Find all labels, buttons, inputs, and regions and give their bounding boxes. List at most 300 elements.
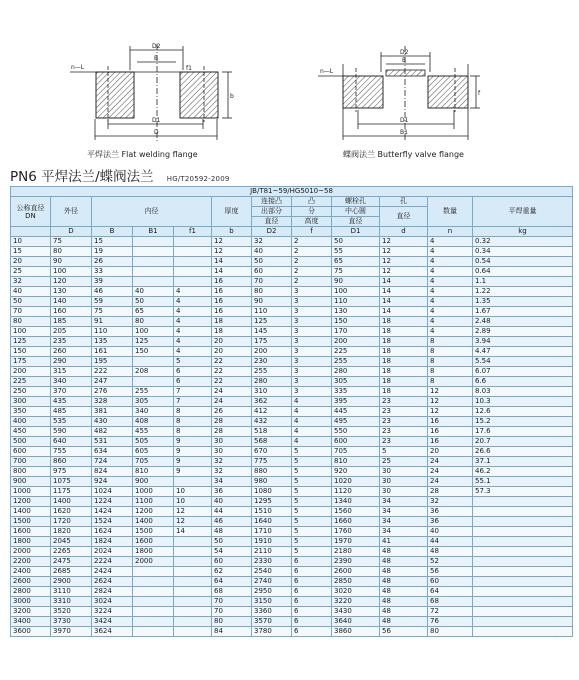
table-cell: 2950 xyxy=(252,587,292,597)
table-cell: 518 xyxy=(252,427,292,437)
table-cell: 4 xyxy=(428,327,473,337)
table-cell: 48 xyxy=(380,557,428,567)
table-cell: 705 xyxy=(133,457,174,467)
table-row xyxy=(11,497,573,507)
table-cell: 12 xyxy=(428,397,473,407)
table-cell: 2330 xyxy=(252,557,292,567)
table-row xyxy=(11,547,573,557)
table-cell: 1000 xyxy=(11,487,51,497)
table-cell: 670 xyxy=(252,447,292,457)
table-cell: 0.34 xyxy=(473,247,573,257)
label-b-thickness-left: b xyxy=(230,93,234,100)
table-cell: 1820 xyxy=(51,527,92,537)
table-cell: 1000 xyxy=(133,487,174,497)
table-cell: 2110 xyxy=(252,547,292,557)
table-cell: 4 xyxy=(292,407,332,417)
table-cell: 17.6 xyxy=(473,427,573,437)
table-cell: 23 xyxy=(380,407,428,417)
table-cell: 20.7 xyxy=(473,437,573,447)
table-cell: 3 xyxy=(292,307,332,317)
table-cell: 3600 xyxy=(11,627,51,637)
table-cell: 1660 xyxy=(332,517,380,527)
table-row xyxy=(11,357,573,367)
table-cell: 48 xyxy=(212,527,252,537)
label-f1-left: f1 xyxy=(186,65,192,72)
table-row xyxy=(11,617,573,627)
table-cell: 18 xyxy=(212,317,252,327)
table-cell: 3970 xyxy=(51,627,92,637)
table-cell: 50 xyxy=(332,237,380,247)
table-cell: 482 xyxy=(92,427,133,437)
table-cell: 48 xyxy=(380,567,428,577)
table-row xyxy=(11,287,573,297)
table-cell: 3624 xyxy=(92,627,133,637)
label-d2-right: D2 xyxy=(400,49,409,56)
table-cell: 46 xyxy=(212,517,252,527)
table-cell: 16 xyxy=(212,277,252,287)
table-cell: 24 xyxy=(428,457,473,467)
table-cell xyxy=(473,597,573,607)
table-cell: 50 xyxy=(252,257,292,267)
table-cell: 1100 xyxy=(133,497,174,507)
table-cell: 600 xyxy=(11,447,51,457)
table-cell: 4 xyxy=(428,257,473,267)
table-cell: 72 xyxy=(428,607,473,617)
table-cell: 2624 xyxy=(92,577,133,587)
table-cell: 150 xyxy=(133,347,174,357)
table-cell: 6 xyxy=(292,577,332,587)
header-thickness: 厚度 xyxy=(212,197,252,227)
table-cell: 28 xyxy=(428,487,473,497)
table-cell: 4 xyxy=(174,347,212,357)
table-cell: 24 xyxy=(212,397,252,407)
table-cell: 1.67 xyxy=(473,307,573,317)
table-cell: 145 xyxy=(252,327,292,337)
table-cell: 5 xyxy=(380,447,428,457)
table-cell: 340 xyxy=(51,377,92,387)
butterfly-valve-flange-caption: 蝶阀法兰 Butterfly valve flange xyxy=(343,150,464,159)
label-f-right: f xyxy=(478,90,481,97)
table-cell: 455 xyxy=(133,427,174,437)
table-cell: 1620 xyxy=(51,507,92,517)
table-cell: 20 xyxy=(11,257,51,267)
table-cell: 50 xyxy=(212,537,252,547)
table-cell: 4 xyxy=(174,337,212,347)
label-b-left: B xyxy=(154,55,159,62)
table-cell: 2824 xyxy=(92,587,133,597)
table-cell: 12 xyxy=(428,407,473,417)
table-cell: 125 xyxy=(133,337,174,347)
table-cell: 100 xyxy=(11,327,51,337)
table-cell: 1720 xyxy=(51,517,92,527)
header-hole-top: 孔 xyxy=(380,197,428,207)
table-cell: 640 xyxy=(51,437,92,447)
table-cell: 8 xyxy=(428,337,473,347)
table-cell xyxy=(473,587,573,597)
table-cell: 880 xyxy=(252,467,292,477)
table-cell: 48 xyxy=(380,587,428,597)
table-cell: 1910 xyxy=(252,537,292,547)
units-cell: D1 xyxy=(332,227,380,237)
table-cell: 70 xyxy=(11,307,51,317)
table-row xyxy=(11,587,573,597)
table-cell: 130 xyxy=(332,307,380,317)
header-bolt-top: 螺栓孔 xyxy=(332,197,380,207)
table-cell: 400 xyxy=(11,417,51,427)
table-cell: 222 xyxy=(92,367,133,377)
table-cell: 12 xyxy=(212,247,252,257)
table-cell: 3520 xyxy=(51,607,92,617)
table-cell: 2.48 xyxy=(473,317,573,327)
table-cell: 600 xyxy=(332,437,380,447)
table-cell: 315 xyxy=(51,367,92,377)
table-cell: 2685 xyxy=(51,567,92,577)
table-cell: 6 xyxy=(174,367,212,377)
table-cell: 70 xyxy=(252,277,292,287)
table-cell: 55 xyxy=(332,247,380,257)
table-cell: 20 xyxy=(428,447,473,457)
table-row xyxy=(11,507,573,517)
table-cell: 32 xyxy=(428,497,473,507)
table-row xyxy=(11,397,573,407)
table-cell: 110 xyxy=(92,327,133,337)
table-cell: 24 xyxy=(428,467,473,477)
table-cell: 225 xyxy=(11,377,51,387)
table-cell: 225 xyxy=(332,347,380,357)
table-cell: 4 xyxy=(292,437,332,447)
table-cell: 1400 xyxy=(133,517,174,527)
table-row xyxy=(11,327,573,337)
table-cell: 1424 xyxy=(92,507,133,517)
table-cell: 68 xyxy=(212,587,252,597)
table-cell: 16 xyxy=(212,297,252,307)
table-cell: 2900 xyxy=(51,577,92,587)
table-cell: 28 xyxy=(212,417,252,427)
table-cell xyxy=(133,627,174,637)
table-cell: 0.32 xyxy=(473,237,573,247)
units-row xyxy=(11,227,573,237)
table-cell: 125 xyxy=(11,337,51,347)
table-cell: 8 xyxy=(428,347,473,357)
table-cell: 5 xyxy=(292,527,332,537)
table-cell: 1640 xyxy=(252,517,292,527)
table-cell: 175 xyxy=(11,357,51,367)
table-cell: 34 xyxy=(380,507,428,517)
table-cell: 14 xyxy=(380,297,428,307)
table-cell: 18 xyxy=(380,317,428,327)
table-cell: 90 xyxy=(51,257,92,267)
table-cell: 381 xyxy=(92,407,133,417)
table-cell: 300 xyxy=(11,397,51,407)
table-cell: 18 xyxy=(380,327,428,337)
table-cell: 50 xyxy=(133,297,174,307)
table-cell: 52 xyxy=(428,557,473,567)
table-cell: 1020 xyxy=(332,477,380,487)
table-cell xyxy=(133,257,174,267)
table-cell xyxy=(473,617,573,627)
table-row xyxy=(11,237,573,247)
table-cell: 5 xyxy=(292,547,332,557)
table-cell: 3 xyxy=(292,387,332,397)
units-cell: f1 xyxy=(174,227,212,237)
table-cell: 3 xyxy=(292,357,332,367)
table-cell xyxy=(174,247,212,257)
table-cell: 16 xyxy=(428,437,473,447)
table-body xyxy=(11,237,573,637)
table-cell: 28 xyxy=(212,427,252,437)
table-cell: 12 xyxy=(174,507,212,517)
table-cell: 3 xyxy=(292,297,332,307)
table-cell xyxy=(174,547,212,557)
table-cell: 60 xyxy=(252,267,292,277)
table-cell xyxy=(473,507,573,517)
page-title: PN6 平焊法兰/蝶阀法兰 xyxy=(10,169,154,185)
table-cell: 260 xyxy=(51,347,92,357)
table-cell: 39 xyxy=(92,277,133,287)
header-hole-mid: 直径 xyxy=(380,207,428,227)
table-row xyxy=(11,457,573,467)
table-cell: 36 xyxy=(428,517,473,527)
table-cell: 800 xyxy=(11,467,51,477)
table-cell: 59 xyxy=(92,297,133,307)
table-cell xyxy=(473,567,573,577)
table-row xyxy=(11,627,573,637)
table-row xyxy=(11,557,573,567)
table-cell: 590 xyxy=(51,427,92,437)
table-cell: 91 xyxy=(92,317,133,327)
table-cell: 8 xyxy=(428,377,473,387)
table-cell: 3 xyxy=(292,367,332,377)
table-cell: 7 xyxy=(174,397,212,407)
table-cell xyxy=(133,237,174,247)
table-cell: 34 xyxy=(380,527,428,537)
table-cell: 4 xyxy=(174,327,212,337)
table-cell: 3024 xyxy=(92,597,133,607)
table-cell: 15 xyxy=(92,237,133,247)
table-cell: 3424 xyxy=(92,617,133,627)
table-cell: 1600 xyxy=(133,537,174,547)
table-cell: 1.1 xyxy=(473,277,573,287)
table-cell: 19 xyxy=(92,247,133,257)
table-cell: 6.6 xyxy=(473,377,573,387)
table-cell: 1500 xyxy=(11,517,51,527)
table-row xyxy=(11,277,573,287)
table-cell: 1800 xyxy=(11,537,51,547)
table-cell: 568 xyxy=(252,437,292,447)
table-cell: 10 xyxy=(11,237,51,247)
table-cell: 5 xyxy=(174,357,212,367)
table-cell: 80 xyxy=(428,627,473,637)
table-cell: 3 xyxy=(292,317,332,327)
table-cell: 1970 xyxy=(332,537,380,547)
table-cell: 48 xyxy=(380,547,428,557)
table-cell: 30 xyxy=(212,437,252,447)
table-cell: 4 xyxy=(428,267,473,277)
table-cell: 2850 xyxy=(332,577,380,587)
table-cell: 36 xyxy=(212,487,252,497)
table-cell: 505 xyxy=(133,437,174,447)
table-cell: 15.2 xyxy=(473,417,573,427)
table-cell: 48 xyxy=(380,607,428,617)
table-cell: 255 xyxy=(332,357,380,367)
table-cell: 860 xyxy=(51,457,92,467)
table-cell: 44 xyxy=(212,507,252,517)
table-cell: 2224 xyxy=(92,557,133,567)
table-cell: 64 xyxy=(212,577,252,587)
table-cell: 3 xyxy=(292,327,332,337)
units-cell: D2 xyxy=(252,227,292,237)
table-cell: 255 xyxy=(252,367,292,377)
table-cell: 810 xyxy=(133,467,174,477)
table-cell: 1524 xyxy=(92,517,133,527)
table-cell: 170 xyxy=(332,327,380,337)
table-cell: 3150 xyxy=(252,597,292,607)
header-boss-bot: 直径 xyxy=(252,217,292,227)
units-cell: f xyxy=(292,227,332,237)
header-dn: 公称直径 DN xyxy=(11,197,51,227)
table-row xyxy=(11,537,573,547)
table-row xyxy=(11,477,573,487)
label-d-left: D xyxy=(154,129,159,136)
table-cell: 1295 xyxy=(252,497,292,507)
table-cell xyxy=(133,277,174,287)
table-cell: 70 xyxy=(212,607,252,617)
table-cell xyxy=(133,247,174,257)
header-outer-diameter: 外径 xyxy=(51,197,92,227)
table-cell: 1560 xyxy=(332,507,380,517)
table-cell: 16 xyxy=(212,307,252,317)
label-n-l: n—L xyxy=(71,64,85,71)
table-cell: 4 xyxy=(428,277,473,287)
table-cell: 20 xyxy=(212,347,252,357)
table-cell: 8 xyxy=(174,417,212,427)
label-n-l-right: n—L xyxy=(320,68,334,75)
table-row xyxy=(11,437,573,447)
table-cell: 810 xyxy=(332,457,380,467)
table-cell: 2600 xyxy=(11,577,51,587)
table-cell: 3400 xyxy=(11,617,51,627)
table-cell: 3110 xyxy=(51,587,92,597)
table-cell: 2265 xyxy=(51,547,92,557)
table-cell: 4 xyxy=(292,397,332,407)
table-cell: 2390 xyxy=(332,557,380,567)
table-cell: 18 xyxy=(380,337,428,347)
table-row xyxy=(11,367,573,377)
flange-diagrams xyxy=(0,0,579,162)
table-cell: 3 xyxy=(292,377,332,387)
table-cell: 6 xyxy=(292,617,332,627)
table-cell xyxy=(133,607,174,617)
table-cell: 36 xyxy=(428,507,473,517)
table-row xyxy=(11,567,573,577)
table-cell: 56 xyxy=(428,567,473,577)
table-cell: 634 xyxy=(92,447,133,457)
table-cell: 5 xyxy=(292,477,332,487)
table-cell: 12 xyxy=(174,517,212,527)
table-cell: 9 xyxy=(174,467,212,477)
header-convex-top: 凸 xyxy=(292,197,332,207)
table-cell xyxy=(473,577,573,587)
table-cell: 724 xyxy=(92,457,133,467)
table-cell: 4 xyxy=(428,317,473,327)
table-cell: 4 xyxy=(174,307,212,317)
table-cell xyxy=(473,547,573,557)
table-cell: 160 xyxy=(51,307,92,317)
table-cell: 7 xyxy=(174,387,212,397)
table-cell: 18 xyxy=(380,377,428,387)
table-cell: 60 xyxy=(428,577,473,587)
table-cell: 5 xyxy=(292,497,332,507)
standard-code: HG/T20592-2009 xyxy=(166,175,230,183)
table-cell: 700 xyxy=(11,457,51,467)
table-cell: 80 xyxy=(212,617,252,627)
table-cell xyxy=(174,587,212,597)
table-cell: 18 xyxy=(380,387,428,397)
table-cell: 755 xyxy=(51,447,92,457)
table-cell: 64 xyxy=(428,587,473,597)
table-cell xyxy=(133,357,174,367)
table-cell: 200 xyxy=(252,347,292,357)
table-cell xyxy=(174,577,212,587)
table-cell: 5 xyxy=(292,517,332,527)
table-cell: 24 xyxy=(428,477,473,487)
units-cell: B1 xyxy=(133,227,174,237)
table-cell: 12 xyxy=(380,267,428,277)
table-cell: 14 xyxy=(212,257,252,267)
table-cell: 65 xyxy=(332,257,380,267)
table-cell: 68 xyxy=(428,597,473,607)
table-cell: 8 xyxy=(174,407,212,417)
table-cell: 6 xyxy=(292,567,332,577)
table-cell: 1800 xyxy=(133,547,174,557)
table-cell: 1600 xyxy=(11,527,51,537)
table-cell: 3310 xyxy=(51,597,92,607)
table-cell: 4 xyxy=(428,287,473,297)
table-cell: 6 xyxy=(292,557,332,567)
table-cell: 8.03 xyxy=(473,387,573,397)
table-cell: 5 xyxy=(292,457,332,467)
table-cell: 3730 xyxy=(51,617,92,627)
table-cell: 432 xyxy=(252,417,292,427)
table-cell: 75 xyxy=(332,267,380,277)
table-cell: 550 xyxy=(332,427,380,437)
table-cell xyxy=(174,557,212,567)
table-cell: 4 xyxy=(428,247,473,257)
table-cell: 10.3 xyxy=(473,397,573,407)
table-cell: 1710 xyxy=(252,527,292,537)
table-cell xyxy=(174,277,212,287)
table-cell: 1075 xyxy=(51,477,92,487)
table-cell: 445 xyxy=(332,407,380,417)
table-cell: 208 xyxy=(133,367,174,377)
table-cell: 980 xyxy=(252,477,292,487)
table-cell: 975 xyxy=(51,467,92,477)
table-cell: 48 xyxy=(380,617,428,627)
table-cell: 2475 xyxy=(51,557,92,567)
table-cell: 8 xyxy=(428,367,473,377)
table-cell: 175 xyxy=(252,337,292,347)
header-boss-top: 连接凸 xyxy=(252,197,292,207)
table-cell: 75 xyxy=(51,237,92,247)
table-cell: 30 xyxy=(380,487,428,497)
table-cell: 2.89 xyxy=(473,327,573,337)
table-cell: 3020 xyxy=(332,587,380,597)
table-cell: 495 xyxy=(332,417,380,427)
table-cell: 100 xyxy=(133,327,174,337)
table-cell: 395 xyxy=(332,397,380,407)
label-d2-left: D2 xyxy=(152,43,161,50)
table-cell: 3200 xyxy=(11,607,51,617)
